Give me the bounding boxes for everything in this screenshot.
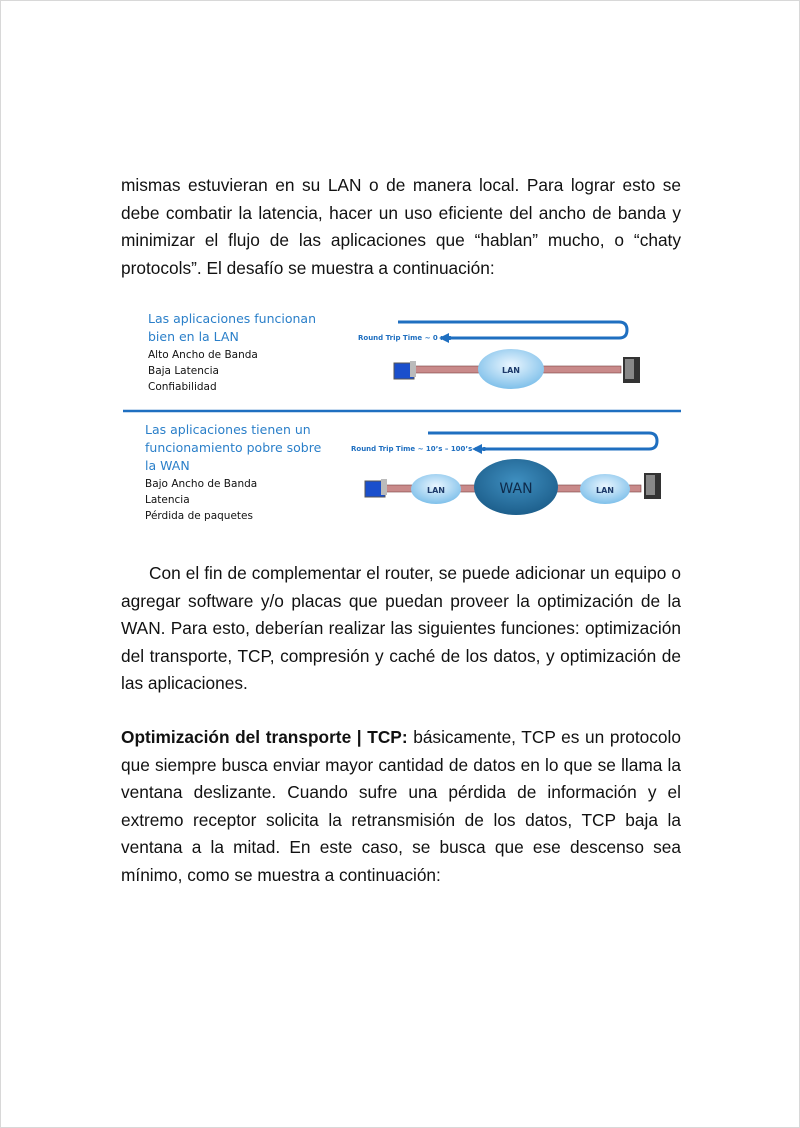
wan-cloud-label: WAN (499, 481, 533, 497)
bottom-title-line3: la WAN (145, 458, 190, 473)
bottom-title-line1: Las aplicaciones tienen un (145, 422, 311, 437)
lan-cloud-left-label: LAN (427, 486, 445, 495)
top-item: Alto Ancho de Banda (148, 349, 258, 361)
computer-icon (365, 479, 387, 497)
bottom-rtt-label: Round Trip Time ~ 10’s – 100’s ms (351, 445, 487, 453)
top-item: Confiabilidad (148, 381, 217, 393)
top-rtt-label: Round Trip Time ~ 0 ms (358, 334, 452, 342)
tcp-text: básicamente, TCP es un protocolo que siempre busca enviar mayor cantidad de datos en lo que se llama la ventana deslizante. Cuando sufre una pérdida de información y el extremo receptor solicita la retransmisión de los datos, TCP baja la ventana a la mitad. En este caso, se busca que ese descenso sea mínimo, como se muestra a continuación: (121, 727, 681, 885)
top-title-line2: bien en la LAN (148, 329, 239, 344)
lan-wan-diagram (111, 301, 691, 531)
bottom-item: Bajo Ancho de Banda (145, 478, 258, 490)
computer-icon (394, 361, 416, 379)
tcp-heading: Optimización del transporte | TCP: (121, 727, 408, 747)
bottom-title-line2: funcionamiento pobre sobre (145, 440, 322, 455)
bottom-item: Latencia (145, 494, 190, 506)
paragraph-intro: mismas estuvieran en su LAN o de manera local. Para lograr esto se debe combatir la latencia, hacer un uso eficiente del ancho de banda y minimizar el flujo de las aplicaciones que “hablan” mucho, o “chaty protocols”. El desafío se muestra a continuación: (121, 175, 681, 278)
lan-cloud-right-label: LAN (596, 486, 614, 495)
top-item: Baja Latencia (148, 365, 219, 377)
paragraph-tcp (121, 724, 681, 890)
server-icon (623, 357, 640, 383)
lan-cloud-label: LAN (502, 366, 520, 375)
bottom-item: Pérdida de paquetes (145, 510, 253, 522)
paragraph-router: Con el fin de complementar el router, se puede adicionar un equipo o agregar software y/o placas que puedan proveer la optimización de la WAN. Para esto, deberían realizar las siguientes funciones: optimización del transporte, TCP, compresión y caché de los datos, y optimización de las aplicaciones. (121, 563, 681, 694)
top-title-line1: Las aplicaciones funcionan (148, 311, 317, 326)
server-icon (644, 473, 661, 499)
